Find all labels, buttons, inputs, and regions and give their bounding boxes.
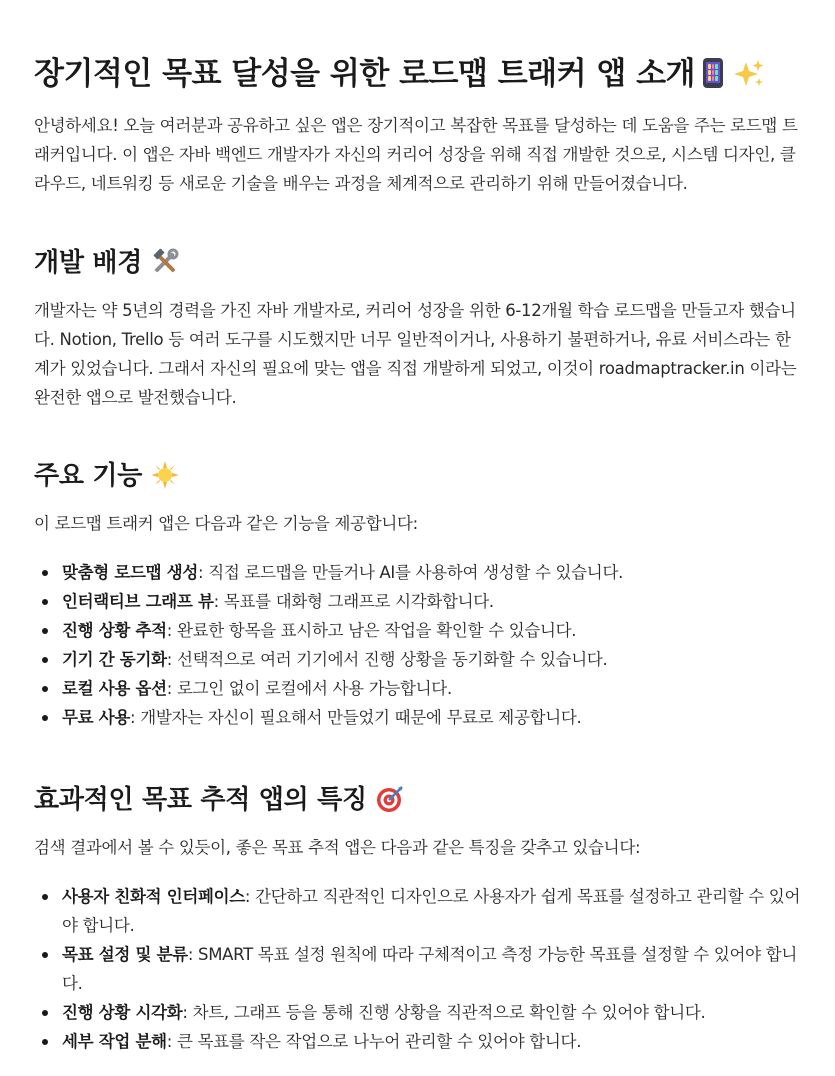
features-lead: 이 로드맵 트래커 앱은 다음과 같은 기능을 제공합니다: [34,514,418,533]
list-item-term: 진행 상황 추적 [62,621,167,640]
list-item-desc: : 선택적으로 여러 기기에서 진행 상황을 동기화할 수 있습니다. [166,650,608,669]
section-heading-effective [34,783,801,817]
section-heading-text: 효과적인 목표 추적 앱의 특징 [34,785,367,815]
list-item [34,882,801,940]
list-item-term: 목표 설정 및 분류 [62,945,188,964]
list-item-term: 로컬 사용 옵션 [62,679,167,698]
sparkles-icon [733,58,765,90]
page-title [34,54,801,94]
section-heading-text: 개발 배경 [34,248,143,278]
list-item-desc: : 로그인 없이 로컬에서 사용 가능합니다. [166,679,452,698]
mobile-phone-icon [703,58,723,88]
background-paragraph: 개발자는 약 5년의 경력을 가진 자바 개발자로, 커리어 성장을 위한 6-12개월 학습 로드맵을 만들고자 했습니다. Notion, Trello 등 여러 도구를 시도했지만 너무 일반적이거나, 사용하기 불편하거나, 유료 서비스라는 한계가 있었습니다. 그래서 자신의 필요에 맞는 앱을 직접 개발하게 되었고, 이것이 roadmaptracker.in 이라는 완전한 앱으로 발전했습니다. [34,301,797,407]
list-item-term: 진행 상황 시각화 [62,1003,183,1022]
list-item [34,998,801,1027]
section-heading-features [34,459,801,493]
list-item [34,645,801,674]
article [34,54,801,1056]
features-list [34,558,801,732]
target-icon [375,784,405,814]
hammer-and-wrench-icon [150,247,180,277]
list-item-desc: : 큰 목표를 작은 작업으로 나누어 관리할 수 있어야 합니다. [166,1032,582,1051]
effective-list [34,882,801,1056]
page-title-text: 장기적인 목표 달성을 위한 로드맵 트래커 앱 소개 [34,56,695,92]
list-item-desc: : 완료한 항목을 표시하고 남은 작업을 확인할 수 있습니다. [166,621,577,640]
list-item-desc: : SMART 목표 설정 원칙에 따라 구체적이고 측정 가능한 목표를 설정할 수 있어야 합니다. [62,945,798,993]
section-heading-background [34,246,801,280]
sun-icon [150,460,180,490]
list-item [34,1027,801,1056]
list-item-desc: : 목표를 대화형 그래프로 시각화합니다. [213,592,494,611]
section-heading-text: 주요 기능 [34,461,143,491]
list-item-desc: : 간단하고 직관적인 디자인으로 사용자가 쉽게 목표를 설정하고 관리할 수 있어야 합니다. [62,887,801,935]
effective-lead: 검색 결과에서 볼 수 있듯이, 좋은 목표 추적 앱은 다음과 같은 특징을 갖추고 있습니다: [34,838,641,857]
list-item [34,616,801,645]
list-item-term: 인터랙티브 그래프 뷰 [62,592,214,611]
list-item-term: 세부 작업 분해 [62,1032,167,1051]
list-item-desc: : 차트, 그래프 등을 통해 진행 상황을 직관적으로 확인할 수 있어야 합니다. [182,1003,706,1022]
list-item-term: 기기 간 동기화 [62,650,167,669]
intro-paragraph: 안녕하세요! 오늘 여러분과 공유하고 싶은 앱은 장기적이고 복잡한 목표를 달성하는 데 도움을 주는 로드맵 트래커입니다. 이 앱은 자바 백엔드 개발자가 자신의 커리어 성장을 위해 직접 개발한 것으로, 시스템 디자인, 클라우드, 네트워킹 등 새로운 기술을 배우는 과정을 체계적으로 관리하기 위해 만들어졌습니다. [34,116,798,193]
list-item [34,558,801,587]
list-item [34,674,801,703]
list-item-term: 사용자 친화적 인터페이스 [62,887,245,906]
list-item-term: 맞춤형 로드맵 생성 [62,563,199,582]
list-item [34,940,801,998]
list-item-desc: : 직접 로드맵을 만들거나 AI를 사용하여 생성할 수 있습니다. [198,563,624,582]
list-item [34,587,801,616]
list-item [34,703,801,732]
list-item-term: 무료 사용 [62,708,131,727]
list-item-desc: : 개발자는 자신이 필요해서 만들었기 때문에 무료로 제공합니다. [130,708,582,727]
